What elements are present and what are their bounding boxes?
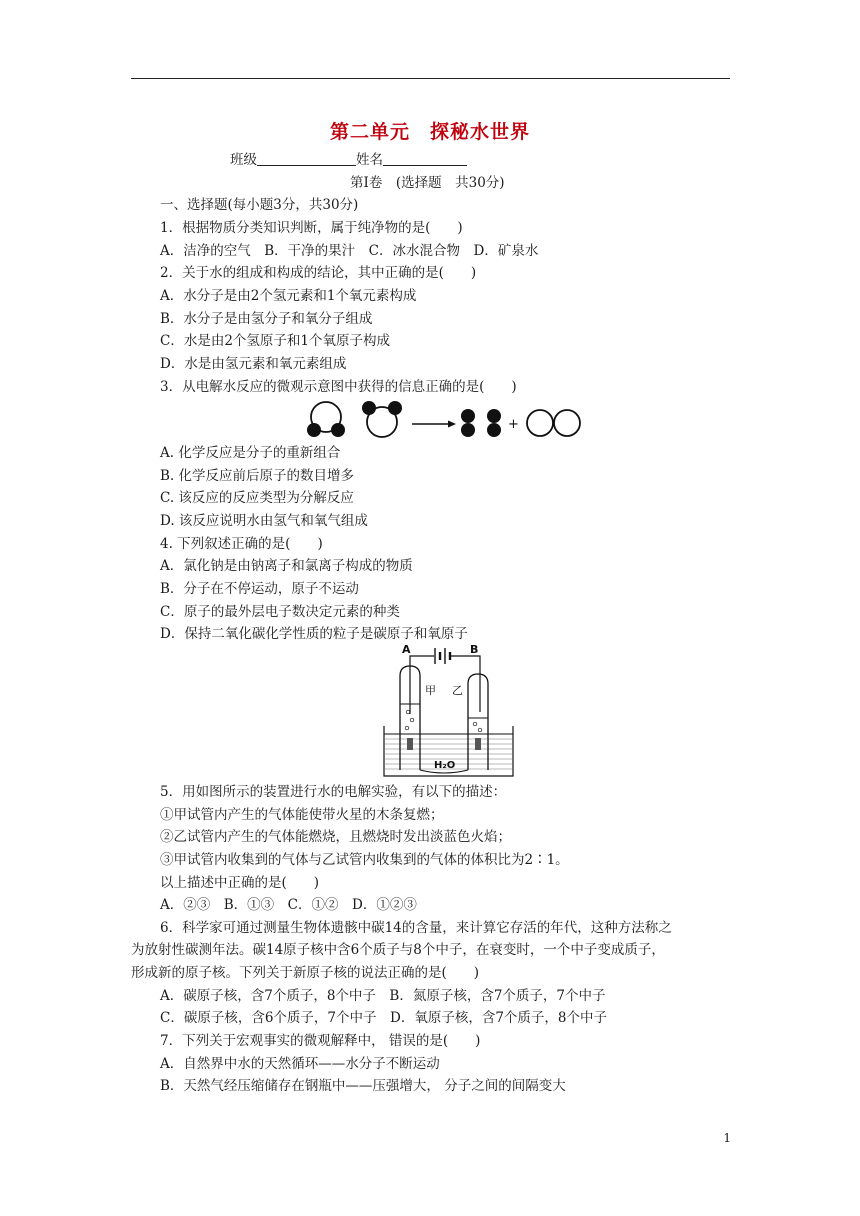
q7-option-a: A．自然界中水的天然循环——水分子不断运动 bbox=[160, 1056, 440, 1072]
svg-text:+: + bbox=[508, 417, 519, 432]
q7-option-b: B．天然气经压缩储存在钢瓶中——压强增大， 分子之间的间隔变大 bbox=[160, 1078, 566, 1094]
student-info-line bbox=[230, 151, 467, 169]
q4-option-a: A．氯化钠是由钠离子和氯离子构成的物质 bbox=[160, 558, 413, 574]
q6-options-cd: C．碳原子核，含6个质子，7个中子 D．氧原子核，含7个质子，8个中子 bbox=[160, 1010, 608, 1026]
q5-prompt: 以上描述中正确的是( ) bbox=[160, 875, 320, 891]
electrolysis-molecule-diagram bbox=[300, 398, 590, 440]
q3-option-d: D. 该反应说明水由氢气和氧气组成 bbox=[160, 513, 368, 529]
q5-options: A．②③ B．①③ C．①② D．①②③ bbox=[160, 897, 417, 913]
q3-stem: 3．从电解水反应的微观示意图中获得的信息正确的是( ) bbox=[160, 379, 517, 395]
q5-stem: 5．用如图所示的装置进行水的电解实验，有以下的描述： bbox=[160, 784, 507, 800]
document-title: 第二单元 探秘水世界 bbox=[329, 121, 530, 143]
name-label: 姓名 bbox=[356, 152, 383, 168]
apparatus-label-b: B bbox=[470, 643, 479, 656]
q4-option-c: C．原子的最外层电子数决定元素的种类 bbox=[160, 604, 400, 620]
apparatus-label-water: H₂O bbox=[434, 760, 456, 771]
q6-options-ab: A．碳原子核，含7个质子，8个中子 B．氮原子核，含7个质子，7个中子 bbox=[160, 988, 606, 1004]
q4-stem: 4. 下列叙述正确的是( ) bbox=[160, 536, 323, 552]
header-rule bbox=[131, 78, 730, 79]
q3-option-a: A. 化学反应是分子的重新组合 bbox=[160, 445, 341, 461]
q7-stem: 7．下列关于宏观事实的微观解释中， 错误的是( ) bbox=[160, 1033, 481, 1049]
class-blank[interactable] bbox=[257, 151, 356, 166]
section-heading: 一、选择题(每小题3分，共30分) bbox=[160, 197, 359, 213]
q2-option-b: B．水分子是由氢分子和氧分子组成 bbox=[160, 311, 373, 327]
q2-option-c: C．水是由2个氢原子和1个氧原子构成 bbox=[160, 333, 391, 349]
volume-heading: 第Ⅰ卷 (选择题 共30分) bbox=[350, 175, 505, 191]
q6-stem-line-2: 为放射性碳测年法。碳14原子核中含6个质子与8个中子，在衰变时，一个中子变成质子， bbox=[131, 942, 665, 958]
q5-statement-3: ③甲试管内收集到的气体与乙试管内收集到的气体的体积比为2∶1。 bbox=[160, 852, 569, 868]
q2-stem: 2．关于水的组成和构成的结论，其中正确的是( ) bbox=[160, 265, 477, 281]
q1-options: A．洁净的空气 B．干净的果汁 C．冰水混合物 D．矿泉水 bbox=[160, 243, 539, 259]
page-number: 1 bbox=[723, 1131, 731, 1145]
q2-option-d: D．水是由氢元素和氧元素组成 bbox=[160, 356, 347, 372]
q4-option-d: D．保持二氧化碳化学性质的粒子是碳原子和氧原子 bbox=[160, 626, 468, 642]
class-label: 班级 bbox=[230, 152, 257, 168]
name-blank[interactable] bbox=[383, 151, 467, 166]
q1-stem: 1．根据物质分类知识判断，属于纯净物的是( ) bbox=[160, 220, 463, 236]
q5-statement-1: ①甲试管内产生的气体能使带火星的木条复燃； bbox=[160, 807, 444, 823]
q4-option-b: B．分子在不停运动，原子不运动 bbox=[160, 581, 359, 597]
apparatus-label-yi: 乙 bbox=[452, 684, 463, 697]
q3-option-b: B. 化学反应前后原子的数目增多 bbox=[160, 468, 355, 484]
apparatus-label-jia: 甲 bbox=[425, 684, 436, 697]
q2-option-a: A．水分子是由2个氢元素和1个氧元素构成 bbox=[160, 288, 417, 304]
q5-statement-2: ②乙试管内产生的气体能燃烧，且燃烧时发出淡蓝色火焰； bbox=[160, 829, 511, 845]
apparatus-label-a: A bbox=[402, 643, 411, 656]
q6-stem-line-1: 6．科学家可通过测量生物体遗骸中碳14的含量，来计算它存活的年代，这种方法称之 bbox=[160, 920, 672, 936]
q6-stem-line-3: 形成新的原子核。下列关于新原子核的说法正确的是( ) bbox=[131, 965, 480, 981]
electrolysis-apparatus-diagram bbox=[380, 642, 518, 780]
q3-option-c: C. 该反应的反应类型为分解反应 bbox=[160, 490, 354, 506]
